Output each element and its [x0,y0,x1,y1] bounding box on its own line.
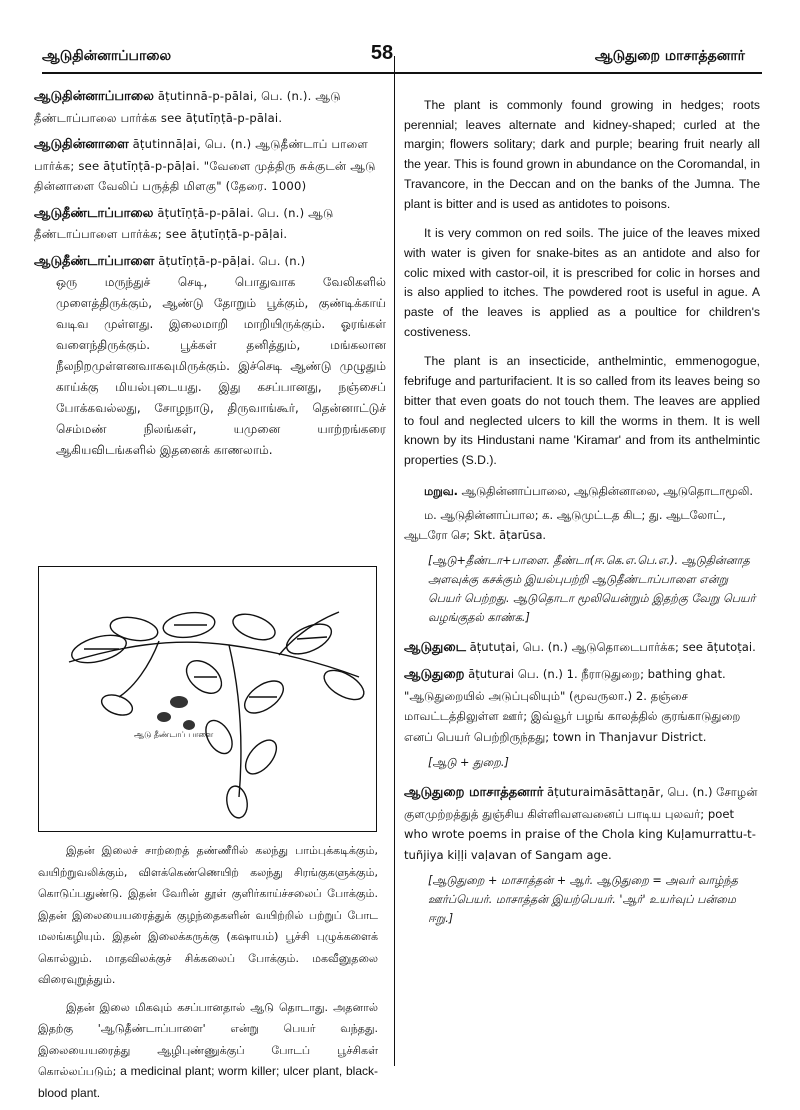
lower-left-text [38,840,378,1110]
synonyms-text: ஆடுதின்னாப்பாலை, ஆடுதின்னாலை, ஆடுதொடாமூலி. [457,483,753,498]
etymology: [ஆடு + துறை.] [428,756,509,770]
page-header [0,20,800,64]
english-paragraph: The plant is commonly found growing in hedges; roots perennial; leaves alternate and kidney-shaped; curled at the margin; flowers solitary; dark and purple; bearing fruit nearly all the year. This is found grown in abundance on the Coromandal, in Travancore, in the Deccan and on the banks of the Jumna. The plant is bitter and is used as antidotes to poisons. [404,98,760,211]
name-origin-english: a medicinal plant; worm killer; ulcer plant, black-blood plant. [38,1064,378,1100]
headword: ஆடுதின்னாப்பாலை [34,89,154,104]
headword: ஆடுதீண்டாப்பாலை [34,205,154,221]
dictionary-entry [34,86,386,128]
headword: ஆடுதுறை மாசாத்தனார் [404,785,544,801]
headword: ஆடுதின்னாளை [34,137,129,152]
right-column [404,96,760,938]
dictionary-entry [34,134,386,197]
dictionary-entry [34,203,386,245]
english-paragraph: It is very common on red soils. The juice of the leaves mixed with water is given for snake-bites as an antidote and also for colic mixed with castor-oil, it is prescribed for colic in horses and is also applied to itches. The powdered root is useful in ague. A paste of the leaves is applied as a poultice for children's costiveness. [404,226,760,339]
dictionary-entry [404,782,760,865]
plant-illustration [38,566,377,832]
plant-drawing [39,567,376,831]
dictionary-entry [34,251,386,462]
column-divider [394,56,395,1066]
usage-paragraph: இதன் இலைச் சாற்றைத் தண்ணீரில் கலந்து பாம்புக்கடிக்கும், வயிற்றுவலிக்கும், விளக்கெண்ணெயிற் கலந்து சிரங்குகளுக்கும், கொடுப்பதுண்டு. இதன் வேரின் தூள் குளிர்காய்ச்சலைப் போக்கும். இதன் இலையையரைத்துக் குழந்தைகளின் வயிற்றில் பற்றுப் போட மலங்கழியும். இதன் இலைக்கருக்கு (கஷாயம்) பூச்சி புழுக்களைக் கொல்லும். மாதவிலக்குச் சிக்கலைப் போக்கும். மகவீனுதலை விரைவுறுத்தும். [38,844,378,986]
etymology: [ஆடுதுறை + மாசாத்தன் + ஆர். ஆடுதுறை = அவர் வாழ்ந்த ஊர்ப்பெயர். மாசாத்தன் இயற்பெயர். 'ஆர்' உயர்வுப் பன்மை ஈறு.] [428,874,738,926]
entry-description: ஒரு மருந்துச் செடி, பொதுவாக வேலிகளில் முளைத்திருக்கும், ஆண்டு தோறும் பூக்கும், குண்டிக்காய் வடிவ முள்ளது. இலைமாறி மாறியிருக்கும். ஓரங்கள் வளைந்திருக்கும். பூக்கள் தனித்தும், மங்கலான நீலநிறமுள்ளனவாகவுமிருக்கும். இச்செடி ஆண்டு முழுதும் காய்க்கு மியல்புடையது. இது கசப்பானது, நஞ்சைப் போக்கவல்லது, சோழநாடு, திருவாங்கூர், தென்னாட்டுச் செம்மண் நிலங்கள், யமுனை யாற்றங்கரை ஆகியவிடங்களில் இதனைக் காணலாம். [56,275,386,457]
dictionary-entry [404,664,760,747]
header-rule [42,72,762,74]
headword: ஆடுதுடை [404,639,466,655]
entry-body: āṭutuṭai, பெ. (n.) ஆடுதொடைபார்க்க; see āṭutoṭai. [465,639,756,654]
entry-body: āṭutinnā-p-pālai, பெ. (n.). ஆடு தீண்டாப்பாலை பார்க்க see āṭutīṇṭā-p-pālai. [34,89,341,125]
etymology: [ஆடு+தீண்டா+பாளை. தீண்டா(ஈ.கெ.எ.பெ.எ.). ஆடுதின்னாத அளவுக்கு கசக்கும் இயல்புபற்றி ஆடுதீண்டாப்பாளை என்று பெயர் பெற்றது. ஆடுதொடா மூலியென்றும் இதற்கு வேறு பெயர் வழங்குதல் காண்க.] [428,553,756,624]
name-origin-paragraph [38,997,378,1105]
name-origin-tamil: இதன் இலை மிகவும் கசப்பானதால் ஆடு தொடாது. அதனால் இதற்கு 'ஆடுதீண்டாப்பாளை' என்று பெயர் வந்தது. இலையையரைத்து ஆழிபுண்ணுக்குப் போடப் பூச்சிகள் கொல்லப்படும்; [38,1000,378,1078]
left-column [34,86,386,467]
page-number: 58 [370,42,394,64]
dictionary-entry [404,637,760,659]
entry-body: āṭuturai பெ. (n.) 1. நீராடுதுறை; bathing ghat. "ஆடுதுறையில் அடுப்புலியும்" (மூவருலா.) 2. தஞ்சை மாவட்டத்திலுள்ள ஊர்; இவ்வூர் பழங் காலத்தில் குரங்காடுதுறை எனப் பெயர் பெற்றிருந்தது; town in Thanjavur District. [404,667,741,744]
cognates: ம. ஆடுதின்னாப்பால; க. ஆடுமுட்டத கிட; து. ஆடலோட், ஆடரோ செ; Skt. āṭarūsa. [404,507,726,542]
headword: ஆடுதீண்டாப்பாளை [34,253,155,269]
english-paragraph: The plant is an insecticide, anthelmintic, emmenogogue, febrifuge and parturifacient. It is so called from its leaves being so bitter that even goats do not touch them. The leaves are applied to foul and neglected ulcers to kill the worms in them. It is well known by its Hindustani name 'Kiramar' and from its anthelmintic properties (S.D.). [404,354,760,467]
running-head-right: ஆடுதுறை மாசாத்தனார் [594,48,745,64]
headword: ஆடுதுறை [404,667,465,683]
running-head-left: ஆடுதின்னாப்பாலை [42,48,172,64]
entry-body: āṭutīṇṭā-p-pāḷai. பெ. (n.) [154,253,306,268]
entry-body: āṭutīṇṭā-p-pālai. பெ. (n.) ஆடு தீண்டாப்பாளை பார்க்க; see āṭutīṇṭā-p-pāḷai. [34,205,334,241]
synonyms [404,481,760,501]
entry-body: āṭutinnāḷai, பெ. (n.) ஆடுதீண்டாப் பாளை பார்க்க; see āṭutīṇṭā-p-pāḷai. "வேளை முத்திரு சுக்குடன் ஆடு தின்னாளை வேலிப் பருத்தி மிளகு" (தேரை. 1000) [34,137,376,193]
synonyms-label: மறுவ. [424,483,458,498]
figure-caption: ஆடு தீண்டாப் பாளை [134,730,214,739]
entry-body: āṭuturaimāsāttaṉār, பெ. (n.) சோழன் குளமுற்றத்துத் துஞ்சிய கிள்ளிவளவனைப் பாடிய புலவர்; poet who wrote poems in praise of the Chola king Kuḷamurrattu-t-tuñjiya kiḷḷi vaḷavan of Sangam age. [404,785,758,862]
